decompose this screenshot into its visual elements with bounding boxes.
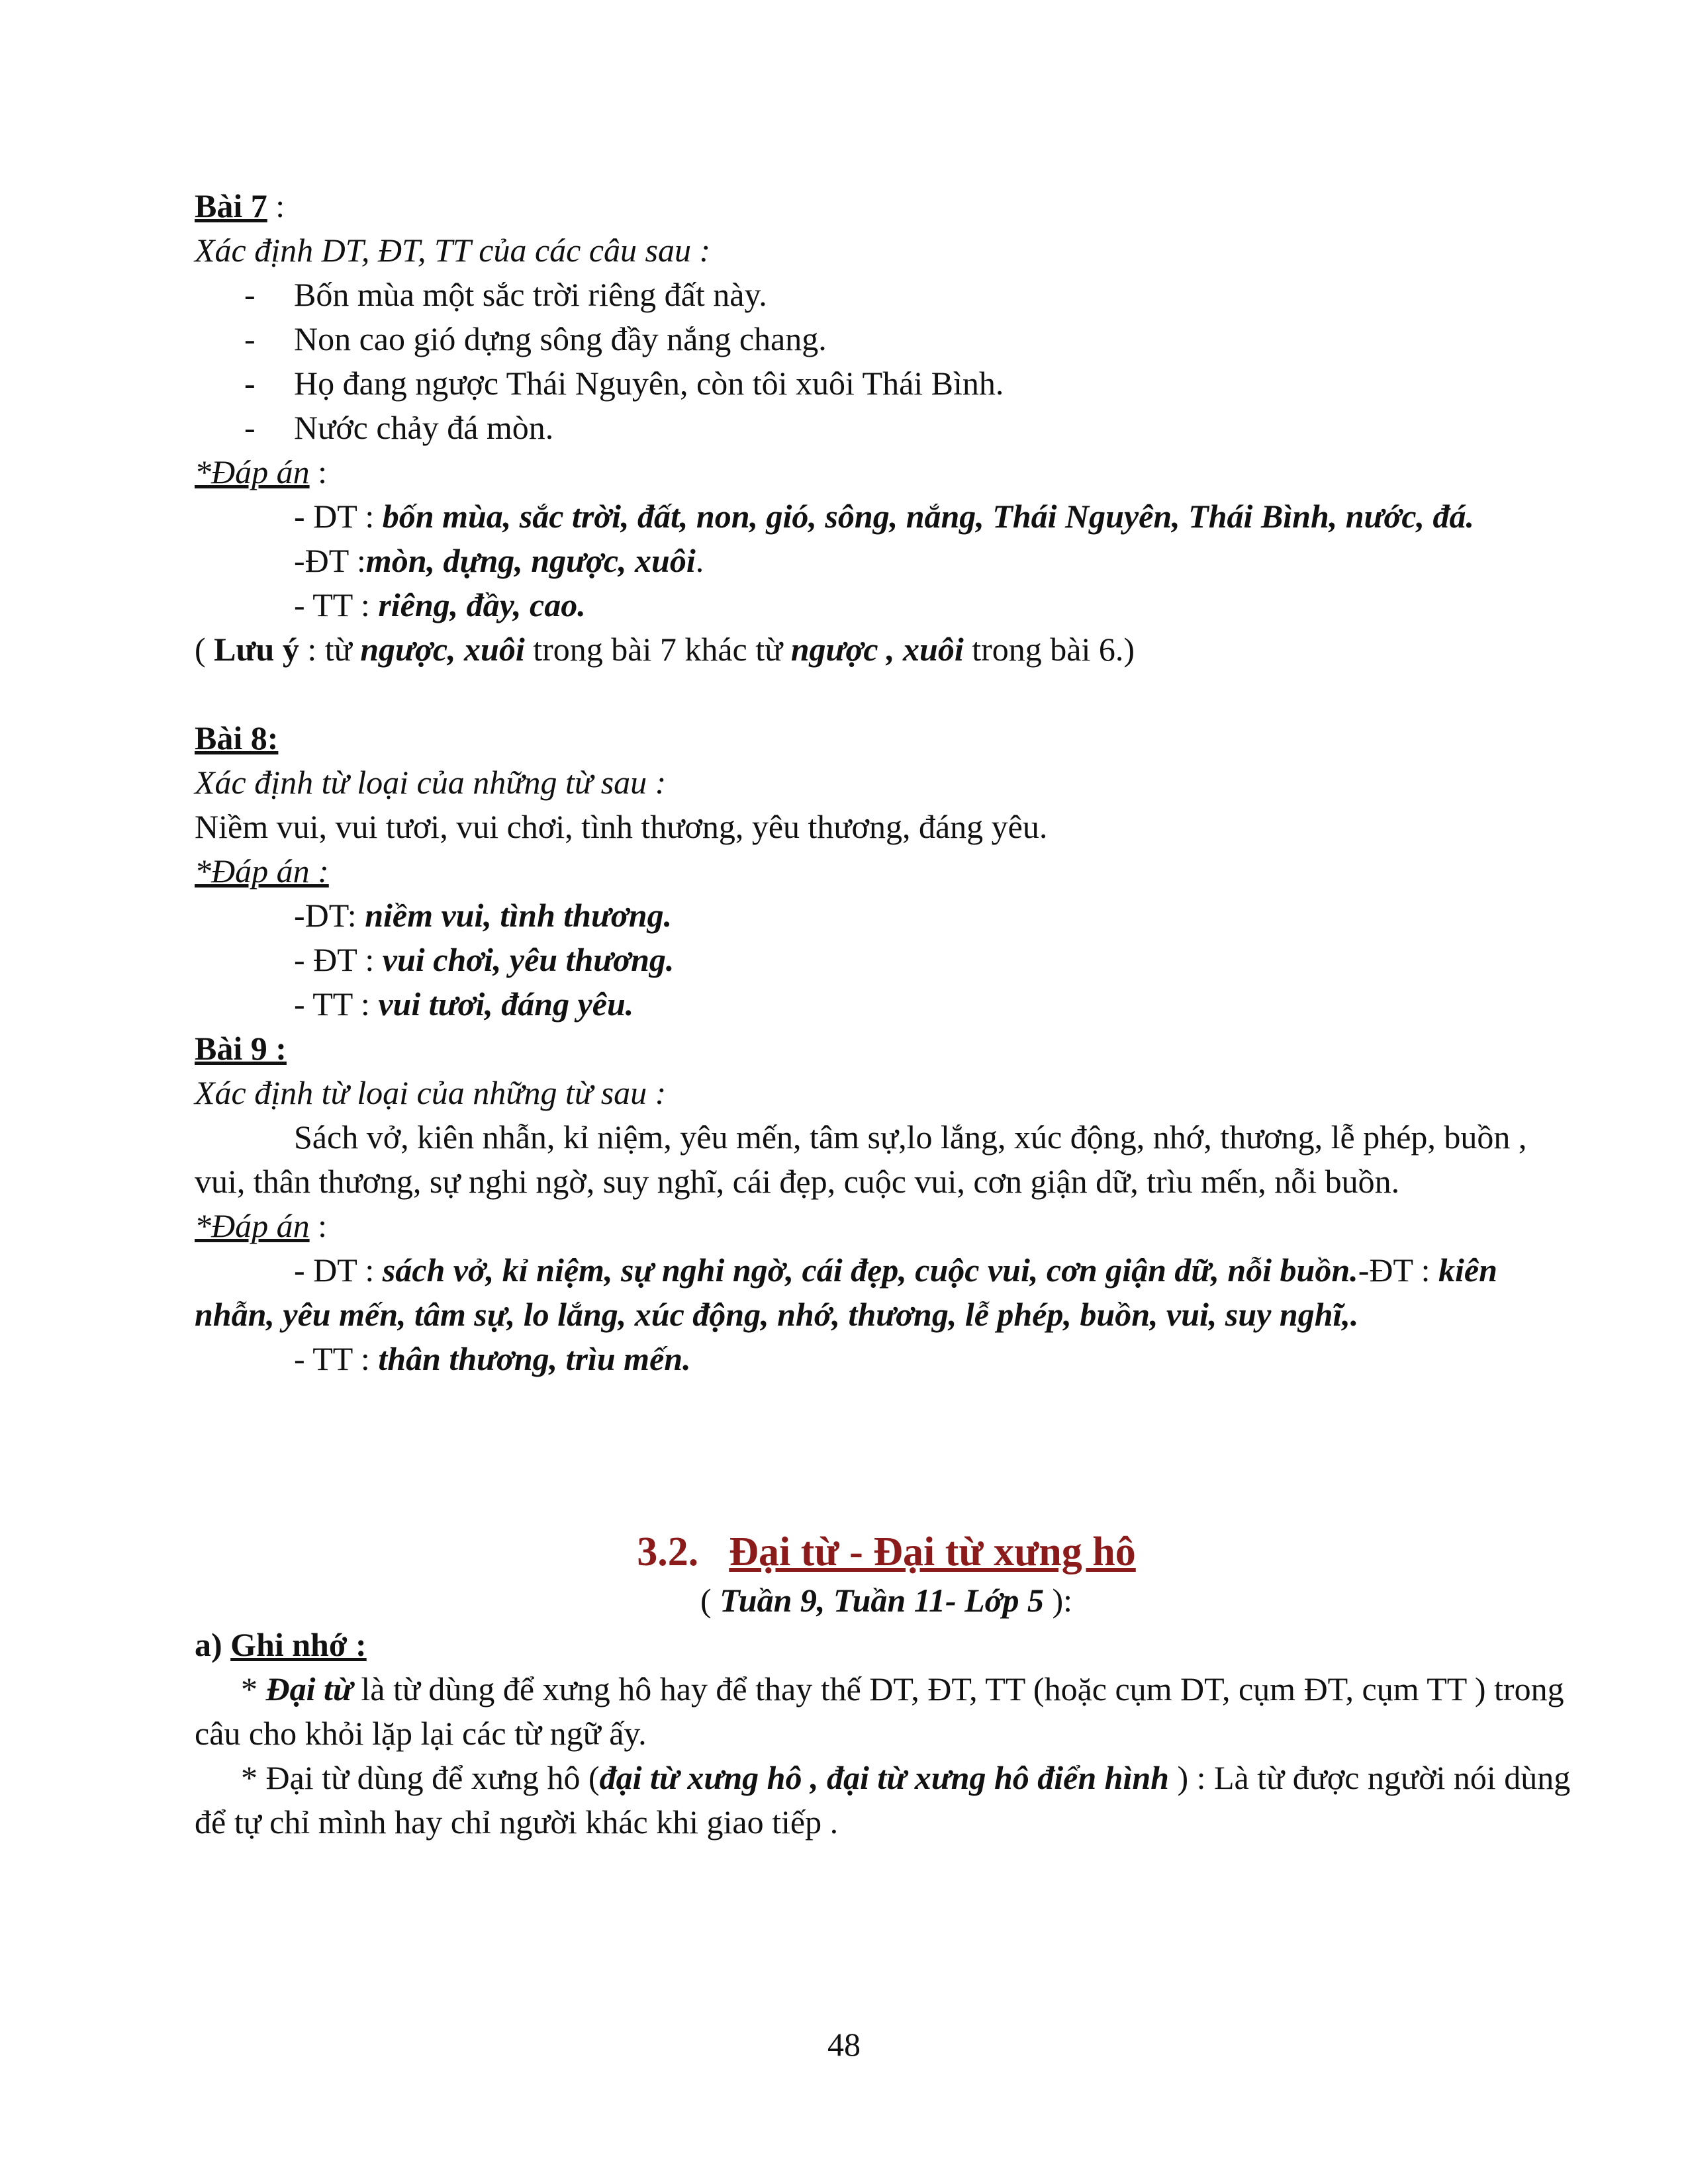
- bai9-words: Sách vở, kiên nhẫn, kỉ niệm, yêu mến, tâm sự,lo lắng, xúc động, nhớ, thương, lễ phép, buồn , vui, thân thương, sự nghi ngờ, suy nghĩ, cái đẹp, cuộc vui, cơn giận dữ, trìu mến, nỗi buồn.: [195, 1118, 1527, 1200]
- bai7-item: - Nước chảy đá mòn.: [244, 409, 554, 446]
- bai8-answer-dongtu: - ĐT : vui chơi, yêu thương.: [294, 941, 675, 978]
- ghi-nho-point-2: * Đại từ dùng để xưng hô (đại từ xưng hô , đại từ xưng hô điển hình ) : Là từ được người nói dùng để tự chỉ mình hay chỉ người khác khi giao tiếp .: [195, 1759, 1571, 1841]
- section-subtitle: ( Tuần 9, Tuần 11- Lớp 5 ):: [700, 1582, 1073, 1619]
- bai7-heading: Bài 7: [195, 187, 267, 224]
- bai8-heading: Bài 8:: [195, 719, 279, 756]
- ghi-nho-heading: a) Ghi nhớ :: [195, 1626, 367, 1663]
- section-title: [195, 1525, 1578, 1578]
- bai8-answer-tt: - TT : vui tươi, đáng yêu.: [294, 985, 634, 1023]
- page-content: [195, 184, 1578, 1844]
- bai7-item: - Bốn mùa một sắc trời riêng đất này.: [244, 276, 767, 313]
- section-title-text: Đại từ - Đại từ xưng hô: [729, 1529, 1136, 1574]
- bai9-instruction: Xác định từ loại của những từ sau :: [195, 1074, 667, 1111]
- bai8-answer-label: *Đáp án :: [195, 852, 329, 889]
- bai8-answer-dt: -DT: niềm vui, tình thương.: [294, 897, 673, 934]
- bai7-item: - Họ đang ngược Thái Nguyên, còn tôi xuôi Thái Bình.: [244, 365, 1004, 402]
- section-number: 3.2.: [637, 1529, 699, 1574]
- ghi-nho-point-1: * Đại từ là từ dùng để xưng hô hay để thay thế DT, ĐT, TT (hoặc cụm DT, cụm ĐT, cụm TT ) trong câu cho khỏi lặp lại các từ ngữ ấy.: [195, 1670, 1564, 1752]
- bai7-answer-tt: - TT : riêng, đầy, cao.: [294, 586, 586, 623]
- bai7-instruction: Xác định DT, ĐT, TT của các câu sau :: [195, 232, 711, 269]
- bai9-answer-tt: - TT : thân thương, trìu mến.: [294, 1340, 691, 1377]
- bai9-heading: Bài 9 :: [195, 1030, 287, 1067]
- bai7-answer-dt: - DT : bốn mùa, sắc trời, đất, non, gió, sông, nắng, Thái Nguyên, Thái Bình, nước, đá.: [294, 498, 1475, 535]
- bai7-note: ( Lưu ý : từ ngược, xuôi trong bài 7 khác từ ngược , xuôi trong bài 6.): [195, 631, 1135, 668]
- bai7-item: - Non cao gió dựng sông đầy nắng chang.: [244, 320, 827, 357]
- bai9-answer-label: *Đáp án :: [195, 1207, 328, 1244]
- bai7-answer-dongtu: -ĐT :mòn, dựng, ngược, xuôi.: [294, 542, 704, 579]
- bai8-instruction: Xác định từ loại của những từ sau :: [195, 764, 667, 801]
- bai7-answer-label: *Đáp án :: [195, 453, 328, 490]
- bai7-heading-line: Bài 7 :: [195, 187, 285, 224]
- page-number: 48: [827, 2026, 861, 2063]
- bai8-words: Niềm vui, vui tươi, vui chơi, tình thương, yêu thương, đáng yêu.: [195, 808, 1048, 845]
- bai9-answer-dt-dongtu: - DT : sách vở, kỉ niệm, sự nghi ngờ, cái đẹp, cuộc vui, cơn giận dữ, nỗi buồn.-ĐT : kiên nhẫn, yêu mến, tâm sự, lo lắng, xúc động, nhớ, thương, lễ phép, buồn, vui, suy nghĩ,.: [195, 1251, 1497, 1333]
